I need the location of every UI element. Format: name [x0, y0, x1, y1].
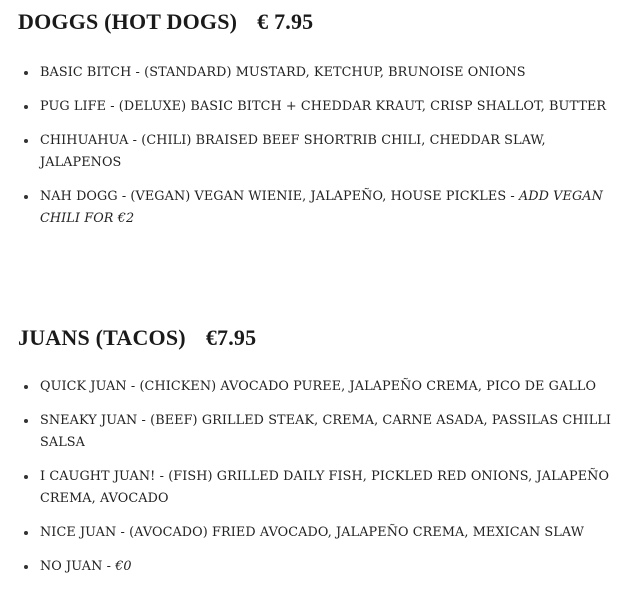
menu-item	[18, 62, 618, 84]
menu-item	[18, 522, 618, 544]
menu-item-addon: ADD VEGAN CHILI FOR €2	[40, 189, 603, 226]
bullet-icon	[24, 531, 28, 535]
menu-item-text: CHIHUAHUA - (CHILI) BRAISED BEEF SHORTRIB CHILI, CHEDDAR SLAW, JALAPENOS	[40, 133, 546, 170]
menu-item-text: I CAUGHT JUAN! - (FISH) GRILLED DAILY FISH, PICKLED RED ONIONS, JALAPEÑO CREMA, AVOCADO	[40, 469, 610, 506]
bullet-icon	[24, 475, 28, 479]
bullet-icon	[24, 419, 28, 423]
menu-section-tacos	[18, 324, 618, 574]
menu-item-addon: €0	[115, 559, 132, 574]
section-price: € 7.95	[257, 9, 314, 34]
section-title: JUANS (TACOS)	[18, 325, 186, 350]
section-heading	[18, 324, 618, 352]
menu-item	[18, 556, 618, 578]
menu-item-text: NICE JUAN - (AVOCADO) FRIED AVOCADO, JALAPEÑO CREMA, MEXICAN SLAW	[40, 525, 584, 540]
menu-item-text: NO JUAN -	[40, 559, 116, 574]
menu-item-text: QUICK JUAN - (CHICKEN) AVOCADO PUREE, JALAPEÑO CREMA, PICO DE GALLO	[40, 379, 597, 394]
menu-item-text: BASIC BITCH - (STANDARD) MUSTARD, KETCHUP, BRUNOISE ONIONS	[40, 65, 526, 80]
section-heading	[18, 8, 618, 36]
menu-item	[18, 410, 618, 454]
bullet-icon	[24, 385, 28, 389]
bullet-icon	[24, 565, 28, 569]
menu-item-text: NAH DOGG - (VEGAN) VEGAN WIENIE, JALAPEÑO, HOUSE PICKLES -	[40, 189, 519, 204]
menu-item	[18, 96, 618, 118]
menu-item-text: SNEAKY JUAN - (BEEF) GRILLED STEAK, CREMA, CARNE ASADA, PASSILAS CHILLI SALSA	[40, 413, 612, 450]
menu-item-list	[18, 62, 618, 242]
section-title: DOGGS (HOT DOGS)	[18, 9, 238, 34]
menu-section-hot-dogs	[18, 8, 618, 226]
bullet-icon	[24, 105, 28, 109]
menu-item-list	[18, 376, 618, 590]
menu-item	[18, 466, 618, 510]
section-price: €7.95	[205, 325, 257, 350]
menu-item	[18, 186, 618, 230]
menu-item-text: PUG LIFE - (DELUXE) BASIC BITCH + CHEDDAR KRAUT, CRISP SHALLOT, BUTTER	[40, 99, 607, 114]
bullet-icon	[24, 195, 28, 199]
menu-item	[18, 376, 618, 398]
bullet-icon	[24, 71, 28, 75]
bullet-icon	[24, 139, 28, 143]
menu-item	[18, 130, 618, 174]
